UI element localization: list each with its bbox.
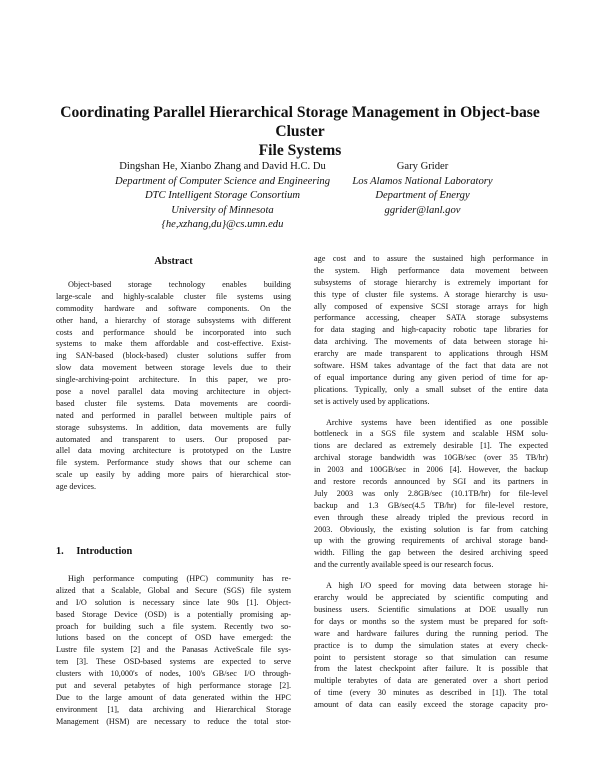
text-line: bottleneck in a SGS file system and scalable HSM solu- (314, 429, 548, 439)
text-line: age cost and to assure the sustained high performance in (314, 254, 548, 263)
text-line: tem [3]. These OSD-based systems are expected to serve (56, 657, 291, 667)
author-email: ggrider@lanl.gov (384, 204, 461, 216)
text-line: A high I/O speed for moving data between storage hi- (326, 581, 548, 591)
author-lab: Los Alamos National Laboratory (352, 175, 493, 187)
text-line: commodity hardware and software components. On the (56, 303, 291, 313)
text-line: and the currently available speed is our research focus. (314, 560, 494, 570)
text-line: storage subsystems. In addition, data movements are fully (56, 422, 291, 432)
text-line: alized that a Scalable, Global and Secure (SGS) file system (56, 585, 291, 595)
author-block-lanl (340, 160, 505, 218)
section-number: 1. (56, 546, 64, 557)
text-line: plications. Typically, only a small subset of the entire data (314, 384, 548, 394)
text-line: automated and transparent to users. Our proposed par- (56, 434, 291, 444)
text-line: age devices. (56, 482, 97, 492)
text-line: systems to make them affordable and cost-effective. Exist- (56, 339, 291, 349)
right-column (314, 253, 548, 711)
author-center: DTC Intelligent Storage Consortium (144, 190, 301, 202)
text-line: multiple terabytes of data are generated over a short period (314, 676, 548, 686)
text-line: for data staging and high-capacity robotic tape libraries for (314, 325, 548, 335)
text-line: point to persistent storage so that simulation can resume (314, 652, 548, 662)
text-line: Lustre file system [2] and the Panasas ActiveScale file sys- (56, 645, 291, 655)
text-line: July 2003 was only 2.8GB/sec (10.1TB/hr) for file-level (314, 488, 548, 498)
text-line: other hand, a hierarchy of storage subsystems with different (56, 315, 291, 325)
text-line: Due to the large amount of data generated within the HPC (56, 692, 291, 702)
text-line: and I/O solution is necessary since late 90s [1]. Object- (56, 597, 291, 607)
text-line: 2003. Obviously, the existing solution is far from catching (314, 524, 548, 534)
text-line: set is actively used by applications. (314, 396, 430, 406)
text-line: the system. High performance data movement between (314, 265, 548, 275)
text-line: erarchy would be appreciated by scientific computing and (314, 593, 548, 603)
text-line: tions are declared as extremely desirable [1]. The expected (314, 441, 548, 451)
text-line: from the latest checkpoint after failure. It is possible that (314, 664, 548, 674)
text-line: of time (every 30 minutes as described in [1]). The total (314, 688, 548, 698)
paragraph (314, 253, 548, 408)
text-line: put and several petabytes of high performance storage [2]. (56, 681, 291, 691)
abstract-body (56, 279, 291, 493)
text-line: in 2003 and 100GB/sec in 2006 [4]. However, the backup (314, 465, 548, 475)
paper-title (40, 103, 560, 160)
text-line: up with the growing requirements of archival storage band- (314, 536, 548, 546)
abstract-heading: Abstract (154, 256, 193, 267)
text-line: amount of data can easily exceed the storage capacity pro- (314, 700, 548, 710)
text-line: performance accessing, cheaper SATA storage subsystems (314, 313, 548, 323)
text-line: ing SAN-based (block-based) cluster solutions suffer from (56, 351, 291, 361)
text-line: Archive systems have been identified as one possible (326, 417, 548, 427)
author-names: Dingshan He, Xianbo Zhang and David H.C. Du (119, 161, 326, 172)
text-line: ally composed of expensive SCSI storage arrays for high (314, 301, 548, 311)
text-line: nated and performed in parallel between multiple pairs of (56, 410, 291, 420)
title-line: File Systems (258, 142, 342, 159)
text-line: environment [1], data archiving and Hierarchical Storage (56, 704, 291, 714)
author-email: {he,xzhang,du}@cs.umn.edu (161, 219, 284, 231)
text-line: erarchy are made transparent to applications through HSM (314, 349, 548, 359)
title-line: Coordinating Parallel Hierarchical Storage Management in Object-base Cluster (60, 104, 540, 140)
text-line: costs and performance should be incorporated into such (56, 327, 291, 337)
text-line: even through these already tripled the previous record in (314, 512, 548, 522)
author-university: University of Minnesota (171, 204, 274, 216)
text-line: of equal importance during any given period of time for ap- (314, 372, 548, 382)
text-line: based Storage Device (OSD) is a potentially promising ap- (56, 609, 291, 619)
text-line: software. HSM takes advantage of the fact that data are not (314, 361, 548, 371)
text-line: data archiving. The movements of data between storage hi- (314, 337, 548, 347)
introduction-text (56, 573, 291, 728)
paragraph (314, 580, 548, 711)
text-line: clusters with 10,000's of nodes, 100's GB/sec I/O through- (56, 669, 291, 679)
text-line: backup and 1.3 GB/sec(4.5 TB/hr) for file-level restore, (314, 500, 548, 510)
author-department: Department of Energy (375, 190, 470, 202)
text-line: allel data moving architecture is prototyped on the Lustre (56, 446, 291, 456)
text-line: single-archiving-point architecture. In this paper, we pro- (56, 375, 291, 385)
text-line: Management (HSM) are necessary to reduce the total stor- (56, 716, 291, 726)
text-line: width. Filling the gap between the desired archiving speed (314, 548, 548, 558)
author-names: Gary Grider (396, 161, 449, 172)
abstract-text (56, 279, 291, 493)
text-line: pose a novel parallel data moving architecture in object- (56, 387, 291, 397)
text-line: for days or months so the system must be prepared for soft- (314, 616, 548, 626)
text-line: this type of cluster file systems. A storage hierarchy is usu- (314, 289, 548, 299)
text-line: ware and hardware failures during the running period. The (314, 628, 548, 638)
text-line: business users. Scientific simulations at DOE usually run (314, 604, 548, 614)
text-line: based cluster file systems. Data movements are coordi- (56, 398, 291, 408)
text-line: practice is to dump the simulation states at every check- (314, 640, 548, 650)
text-line: large-scale and highly-scalable cluster file systems using (56, 291, 291, 301)
text-line: Object-based storage technology enables building (68, 280, 291, 289)
author-block-umn (100, 160, 345, 233)
author-department: Department of Computer Science and Engineering (114, 175, 331, 187)
text-line: and restore records announced by SGI and its partners in (314, 477, 548, 487)
text-line: scale up easily by adding more pairs of hierarchical stor- (56, 470, 291, 480)
text-line: file system. Performance study shows that our scheme can (56, 458, 291, 468)
section-heading-introduction (56, 546, 132, 557)
section-title: Introduction (76, 546, 133, 557)
text-line: slow data movement between storage levels due to their (56, 363, 291, 373)
text-line: High performance computing (HPC) community has re- (68, 574, 291, 583)
text-line: subsystems of storage hierarchy is extremely important for (314, 277, 548, 287)
text-line: proach for building such a file system. Recently two so- (56, 621, 291, 631)
text-line: archival storage bandwidth was 10GB/sec (over 35 TB/hr) (314, 453, 548, 463)
introduction-body (56, 573, 291, 728)
paragraph (314, 417, 548, 572)
text-line: lutions based on the concept of OSD have emerged: the (56, 633, 291, 643)
